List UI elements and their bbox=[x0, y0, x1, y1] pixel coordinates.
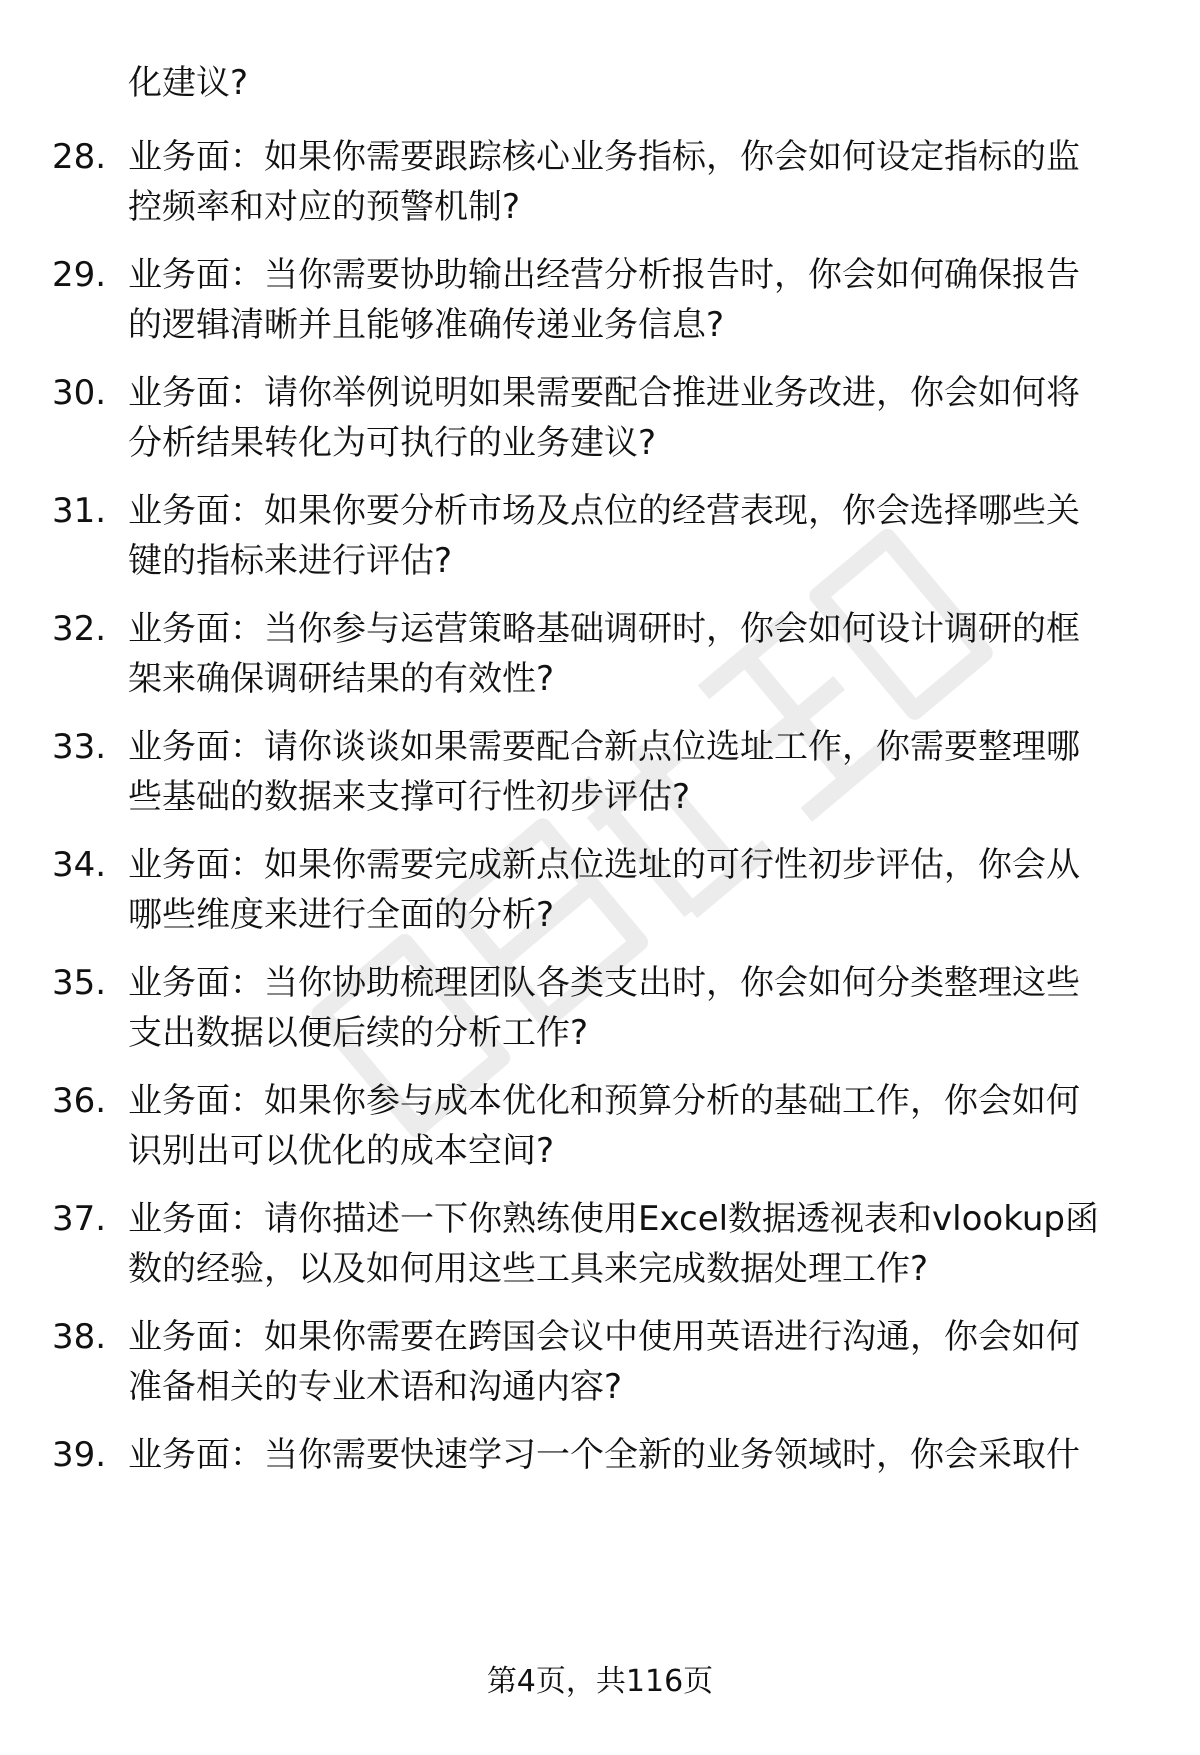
question-text-line: 业务面：请你描述一下你熟练使用Excel数据透视表和vlookup函 bbox=[128, 1199, 1100, 1239]
question-number: 35. bbox=[52, 963, 107, 1003]
question-number: 34. bbox=[52, 845, 107, 885]
question-number: 31. bbox=[52, 491, 107, 531]
question-text-line: 业务面：如果你需要跟踪核心业务指标，你会如何设定指标的监 bbox=[128, 137, 1080, 177]
question-text-line: 架来确保调研结果的有效性? bbox=[128, 659, 555, 699]
question-number: 29. bbox=[52, 255, 107, 295]
question-text-line: 数的经验，以及如何用这些工具来完成数据处理工作? bbox=[128, 1249, 929, 1289]
question-number: 39. bbox=[52, 1435, 107, 1475]
page-footer: 第4页，共116页 bbox=[486, 1664, 714, 1699]
question-text-line: 业务面：当你参与运营策略基础调研时，你会如何设计调研的框 bbox=[128, 609, 1080, 649]
question-text-line: 业务面：当你协助梳理团队各类支出时，你会如何分类整理这些 bbox=[128, 963, 1080, 1003]
question-text-line: 识别出可以优化的成本空间? bbox=[128, 1131, 555, 1171]
question-text-line: 业务面：请你谈谈如果需要配合新点位选址工作，你需要整理哪 bbox=[128, 727, 1080, 767]
question-number: 37. bbox=[52, 1199, 107, 1239]
question-text-line: 支出数据以便后续的分析工作? bbox=[128, 1013, 589, 1053]
question-number: 36. bbox=[52, 1081, 107, 1121]
continuation-line: 化建议? bbox=[128, 63, 249, 103]
question-text-line: 准备相关的专业术语和沟通内容? bbox=[128, 1367, 623, 1407]
question-text-line: 业务面：如果你需要在跨国会议中使用英语进行沟通，你会如何 bbox=[128, 1317, 1080, 1357]
question-text-line: 的逻辑清晰并且能够准确传递业务信息? bbox=[128, 305, 725, 345]
question-text-line: 业务面：当你需要快速学习一个全新的业务领域时，你会采取什 bbox=[128, 1435, 1080, 1475]
question-number: 30. bbox=[52, 373, 107, 413]
question-text-line: 键的指标来进行评估? bbox=[128, 541, 453, 581]
question-text-line: 控频率和对应的预警机制? bbox=[128, 187, 521, 227]
question-text-line: 分析结果转化为可执行的业务建议? bbox=[128, 423, 657, 463]
question-text-line: 业务面：请你举例说明如果需要配合推进业务改进，你会如何将 bbox=[128, 373, 1080, 413]
question-number: 32. bbox=[52, 609, 107, 649]
question-number: 28. bbox=[52, 137, 107, 177]
question-text-line: 业务面：当你需要协助输出经营分析报告时，你会如何确保报告 bbox=[128, 255, 1080, 295]
question-text-line: 业务面：如果你需要完成新点位选址的可行性初步评估，你会从 bbox=[128, 845, 1080, 885]
question-text-line: 业务面：如果你要分析市场及点位的经营表现，你会选择哪些关 bbox=[128, 491, 1080, 531]
question-text-line: 些基础的数据来支撑可行性初步评估? bbox=[128, 777, 691, 817]
question-text-line: 哪些维度来进行全面的分析? bbox=[128, 895, 555, 935]
question-number: 38. bbox=[52, 1317, 107, 1357]
question-text-line: 业务面：如果你参与成本优化和预算分析的基础工作，你会如何 bbox=[128, 1081, 1080, 1121]
question-number: 33. bbox=[52, 727, 107, 767]
